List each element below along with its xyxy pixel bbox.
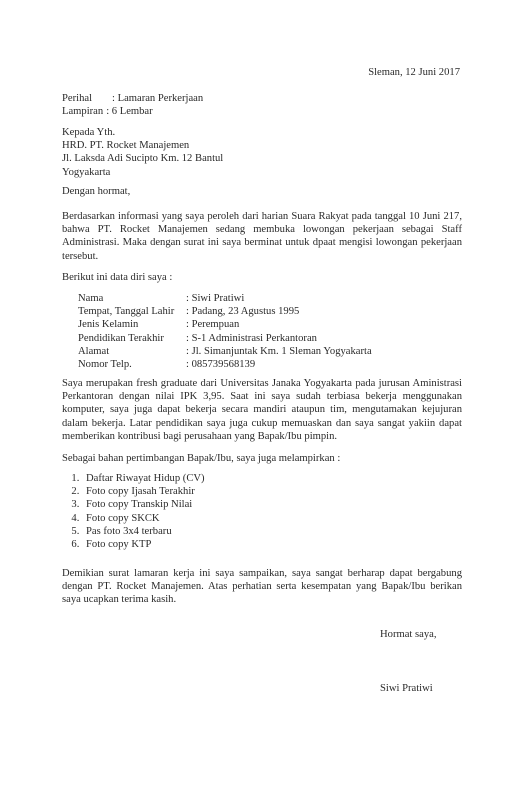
perihal-value: : Lamaran Perkerjaan xyxy=(112,93,204,104)
attachment-item: 1. Daftar Riwayat Hidup (CV) xyxy=(82,472,466,485)
personal-data-label: Nama xyxy=(78,293,104,304)
intro-paragraph: Berdasarkan informasi yang saya peroleh dari harian Suara Rakyat pada tanggal 10 Juni 217, bahwa PT. Rocket Manajemen sedang membuka lowongan pekerjaan sebagai Staff Administrasi. Maka dengan surat ini saya berminat untuk dpaat mengisi lowongan pekerjaan tersebut. xyxy=(62,211,462,262)
personal-data-row xyxy=(78,332,458,345)
attachment-item: 4. Foto copy SKCK xyxy=(82,512,466,525)
personal-data-value: : Padang, 23 Agustus 1995 xyxy=(186,306,300,318)
perihal-label: Perihal xyxy=(62,93,93,104)
lampiran-value: : 6 Lembar xyxy=(106,106,153,118)
personal-data-value: : Jl. Simanjuntak Km. 1 Sleman Yogyakarta xyxy=(186,345,372,357)
personal-data-value: : Perempuan xyxy=(186,319,240,331)
perihal-row xyxy=(62,92,462,105)
attachments-intro: Sebagai bahan pertimbangan Bapak/Ibu, saya juga melampirkan : xyxy=(62,453,341,464)
personal-data-value: : 085739568139 xyxy=(186,359,256,371)
personal-data-row xyxy=(78,318,458,331)
attachment-item: 3. Foto copy Transkip Nilai xyxy=(82,498,466,511)
data-intro: Berikut ini data diri saya : xyxy=(62,272,173,283)
personal-data-value: : S-1 Administrasi Perkantoran xyxy=(186,332,317,344)
closing-paragraph: Demikian surat lamaran kerja ini saya sampaikan, saya sangat berharap dapat bergabung dengan PT. Rocket Manajemen. Atas perhatian serta kesempatan yang Bapak/Ibu berikan saya ucapkan terima kasih. xyxy=(62,568,462,606)
recipient-line: Jl. Laksda Adi Sucipto Km. 12 Bantul xyxy=(62,153,224,165)
lampiran-row xyxy=(62,105,462,118)
personal-data-table xyxy=(78,292,458,371)
personal-data-label: Jenis Kelamin xyxy=(78,319,139,331)
background-paragraph: Saya merupakan fresh graduate dari Universitas Janaka Yogyakarta pada jurusan Aministrasi Perkantoran dengan nilai IPK 3,95. Saat ini saya sudah terbiasa bekerja menggunakan komputer, saya juga dapat bekerja secara mandiri ataupun tim, mengutamakan kejujuran dalam bekerja. Latar pendidikan saya juga cukup memuaskan dan saya sangat yakiin dapat memberikan kontribusi bagi perusahaan yang Bapak/Ibu pimpin. xyxy=(62,378,462,442)
personal-data-row xyxy=(78,292,458,305)
personal-data-value: : Siwi Pratiwi xyxy=(186,293,245,304)
personal-data-label: Nomor Telp. xyxy=(78,359,132,371)
sign-off: Hormat saya, xyxy=(380,629,437,640)
personal-data-row xyxy=(78,345,458,358)
attachment-item: 6. Foto copy KTP xyxy=(82,538,466,551)
attachments-list xyxy=(66,472,466,551)
recipient-line: Yogyakarta xyxy=(62,166,111,178)
attachment-item: 2. Foto copy Ijasah Terakhir xyxy=(82,485,466,498)
personal-data-label: Pendidikan Terakhir xyxy=(78,332,164,344)
personal-data-label: Alamat xyxy=(78,345,110,357)
recipient-line: Kepada Yth. xyxy=(62,127,116,138)
personal-data-label: Tempat, Tanggal Lahir xyxy=(78,306,175,318)
personal-data-row xyxy=(78,305,458,318)
signer-name: Siwi Pratiwi xyxy=(380,683,433,694)
greeting: Dengan hormat, xyxy=(62,186,131,197)
recipient-line: HRD. PT. Rocket Manajemen xyxy=(62,140,190,152)
lampiran-label: Lampiran xyxy=(62,106,104,118)
subject-block xyxy=(62,92,462,118)
personal-data-row xyxy=(78,358,458,371)
recipient-block xyxy=(62,126,462,179)
letter-date: Sleman, 12 Juni 2017 xyxy=(368,67,460,78)
attachment-item: 5. Pas foto 3x4 terbaru xyxy=(82,525,466,538)
